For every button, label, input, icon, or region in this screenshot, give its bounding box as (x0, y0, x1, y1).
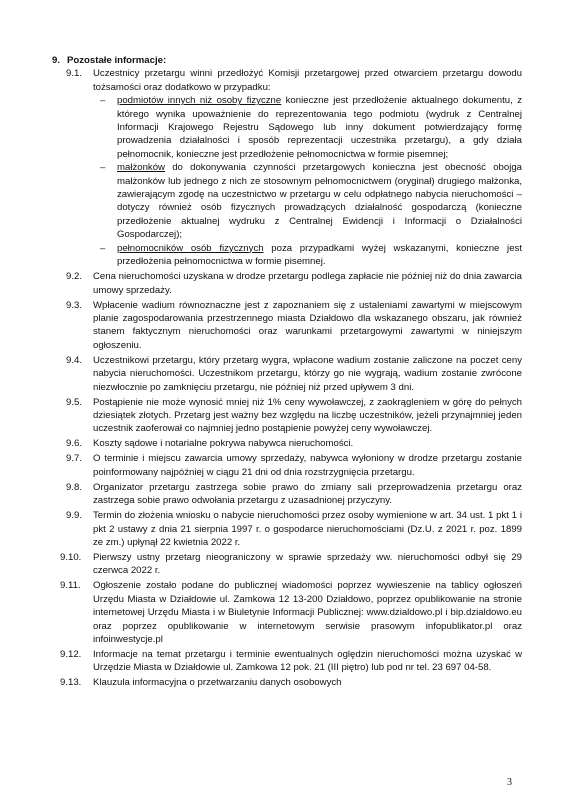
item-number: 9.8. (66, 481, 83, 493)
section-heading (52, 54, 522, 67)
item-text: Organizator przetargu zastrzega sobie prawo do zmiany sali przeprowadzenia przetargu oraz zastrzega sobie prawo odwołania przetargu z uzasadnionej przyczyny. (93, 481, 522, 507)
list-item (52, 551, 522, 578)
item-number: 9.1. (66, 68, 83, 80)
page-number: 3 (507, 777, 512, 788)
item-number: 9.5. (66, 396, 83, 408)
list-item (52, 509, 522, 549)
list-item (52, 270, 522, 297)
list-item (52, 648, 522, 675)
item-text: O terminie i miejscu zawarcia umowy sprzedaży, nabywca wyłoniony w drodze przetargu zostanie poinformowany najpóźniej w ciągu 21 dni od dnia rozstrzygnięcia przetargu. (93, 453, 522, 478)
item-number: 9.3. (66, 299, 83, 311)
list-item (52, 452, 522, 479)
item-number: 9.4. (66, 354, 83, 366)
dash-bullet: – (100, 242, 106, 254)
item-text: Koszty sądowe i notarialne pokrywa nabywca nieruchomości. (93, 438, 354, 450)
list-item (52, 481, 522, 508)
item-number: 9.11. (60, 580, 81, 592)
item-text: Termin do złożenia wniosku o nabycie nieruchomości przez osoby wymienione w art. 34 ust. 1 pkt 1 i pkt 2 ustawy z dnia 21 sierpnia 1997 r. o gospodarce nieruchomościami (Dz.U. z 2021 r. poz. 1899 ze zm.) upłynął 22 kwietnia 2022 r. (93, 510, 522, 548)
item-text: Uczestnicy przetargu winni przedłożyć Komisji przetargowej przed otwarciem przetargu dowodu tożsamości oraz dodatkowo w przypadku: (93, 68, 522, 93)
dash-bullet: – (100, 95, 106, 107)
item-text: Klauzula informacyjna o przetwarzaniu danych osobowych (93, 677, 342, 689)
items-list (52, 67, 522, 689)
list-item (52, 67, 522, 268)
item-number: 9.7. (66, 453, 83, 465)
list-item (52, 354, 522, 394)
item-number: 9.12. (60, 649, 82, 660)
item-text: Postąpienie nie może wynosić mniej niż 1% ceny wywoławczej, z zaokrągleniem w górę do pełnych dziesiątek złotych. Przetarg jest ważny bez względu na liczbę uczestników, jeżeli przynajmniej jeden uczestnik zaoferował co najmniej jedno postąpienie powyżej ceny wywoławczej. (93, 396, 522, 435)
item-text: Cena nieruchomości uzyskana w drodze przetargu podlega zapłacie nie później niż do dnia zawarcia umowy sprzedaży. (93, 271, 522, 296)
sub-item (93, 161, 522, 241)
dash-bullet: – (100, 162, 106, 174)
item-number: 9.13. (60, 677, 82, 689)
sub-item-lead: małżonków (117, 162, 165, 174)
sub-item (93, 242, 522, 269)
sub-item-text: konieczne jest przedłożenie aktualnego dokumentu, z którego wynika upoważnienie do reprezentowania tego podmiotu (wydruk z Centralnej Informacji Krajowego Rejestru Sądowego lub inny dokument potwierdzający formę prowadzenia działalności i sposób reprezentacji uczestnika przetargu), a gdy działa pełnomocnik, konieczne jest przedłożenie pełnomocnictwa w formie pisemnej; (117, 95, 522, 160)
list-item (52, 676, 522, 689)
list-item (52, 579, 522, 646)
section-other-information (52, 54, 522, 691)
section-number: 9. (52, 55, 61, 66)
sub-item-text: poza przypadkami wyżej wskazanymi, konieczne jest przedłożenia pełnomocnictwa w formie pisemnej. (117, 242, 522, 268)
section-title: Pozostałe informacje: (67, 55, 167, 66)
sub-list (93, 94, 522, 268)
item-text: Uczestnikowi przetargu, który przetarg wygra, wpłacone wadium zostanie zaliczone na poczet ceny nabycia nieruchomości. Uczestnikom przetargu, którzy go nie wygrają, wadium zostanie zwrócone niezwłocznie po zamknięciu przetargu, nie później niż przed upływem 3 dni. (93, 354, 522, 393)
item-number: 9.6. (66, 438, 83, 450)
item-text: Ogłoszenie zostało podane do publicznej wiadomości poprzez wywieszenie na tablicy ogłoszeń Urzędu Miasta w Działdowie ul. Zamkowa 12 13-200 Działdowo, poprzez opublikowanie na stronie internetowej Urzędu Miasta i w Biuletynie Informacji Publicznej: www.dzialdowo.pl i bip.dzialdowo.eu oraz poprzez opublikowanie w internetowym serwisie prasowym infopublikator.pl oraz infoinwestycje.pl (93, 580, 522, 645)
list-item (52, 437, 522, 450)
item-text: Pierwszy ustny przetarg nieograniczony w sprawie sprzedaży ww. nieruchomości odbył się 29 czerwca 2022 r. (93, 551, 522, 577)
item-number: 9.10. (60, 551, 82, 563)
sub-item-lead: pełnomocników osób fizycznych (117, 242, 264, 254)
item-number: 9.2. (66, 271, 83, 283)
sub-item-text: do dokonywania czynności przetargowych konieczna jest obecność obojga małżonków lub jednego z nich ze stosownym pełnomocnictwem (oryginał) drugiego małżonka, zawierającym zgodę na uczestnictwo w przetargu w celu odpłatnego nabycia nieruchomości – dotyczy również osób fizycznych prowadzących działalność gospodarczą (konieczne przedłożenie aktualnej wydruku z Centralnej Ewidencji i Informacji o Działalności Gospodarczej); (117, 162, 522, 241)
item-number: 9.9. (66, 510, 83, 522)
item-text: Wpłacenie wadium równoznaczne jest z zapoznaniem się z ustaleniami zawartymi w miejscowym planie zagospodarowania przestrzennego miasta Działdowo dla wskazanego obszaru, jak również stanem faktycznym nieruchomości oraz warunkami przetargowymi zawartymi w niniejszym ogłoszeniu. (93, 299, 522, 351)
list-item (52, 396, 522, 436)
list-item (52, 299, 522, 353)
sub-item-lead: podmiotów innych niż osoby fizyczne (117, 95, 282, 107)
item-text: Informacje na temat przetargu i terminie ewentualnych oględzin nieruchomości można uzyskać w Urzędzie Miasta w Działdowie ul. Zamkowa 12 pok. 21 (III piętro) lub pod nr tel. 23 697 04-58. (93, 649, 522, 674)
sub-item (93, 94, 522, 161)
